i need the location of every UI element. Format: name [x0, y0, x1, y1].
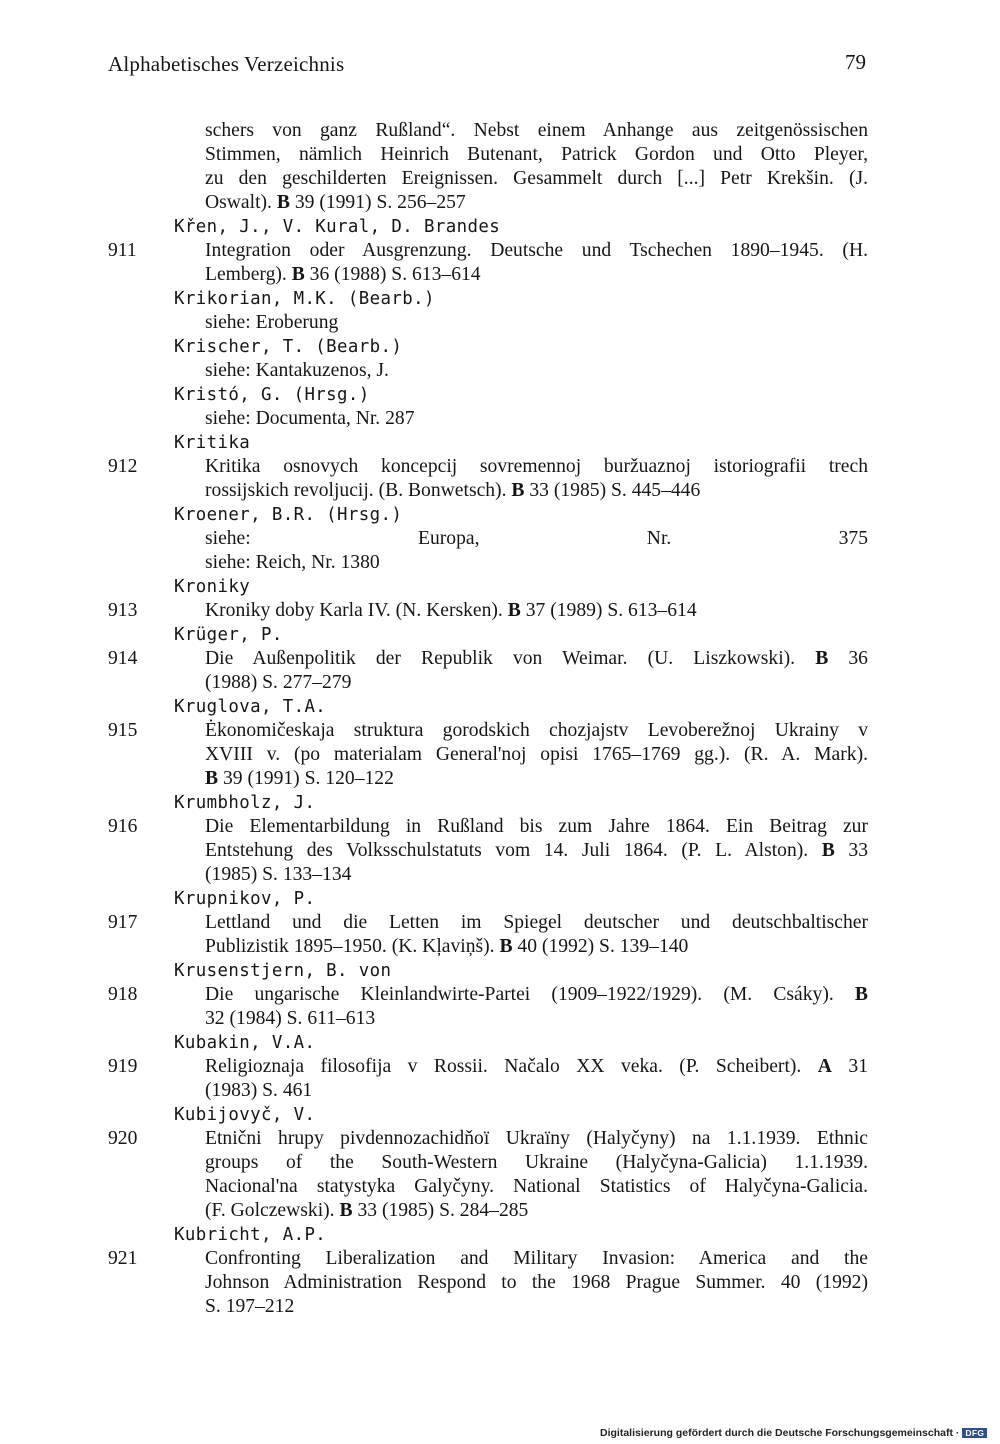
entry-number: 918 [108, 984, 138, 1005]
entry-text: XVIII v. (po materialam General'noj opisi 1765–1769 gg.). (R. A. Mark). [205, 744, 868, 765]
entry-line [108, 839, 868, 863]
entry-text: (1983) S. 461 [205, 1080, 313, 1101]
author-heading: Krusenstjern, B. von [174, 961, 392, 981]
author-heading: Kroniky [174, 577, 251, 597]
continuation-line: Oswalt). B 39 (1991) S. 256–257 [205, 192, 466, 213]
continuation-line: siehe: Documenta, Nr. 287 [205, 408, 415, 429]
entry-text: Lettland und die Letten im Spiegel deutscher und deutschbaltischer [205, 912, 868, 933]
entry-line [108, 1175, 868, 1199]
entry-line [108, 1079, 868, 1103]
author-heading: Kubakin, V.A. [174, 1033, 316, 1053]
entry-line [108, 1055, 868, 1079]
entry-line [108, 479, 868, 503]
entry-line [108, 1127, 868, 1151]
entry-line [108, 815, 868, 839]
entry-number: 913 [108, 600, 138, 621]
entry-text: (F. Golczewski). B 33 (1985) S. 284–285 [205, 1200, 529, 1221]
entry-number: 915 [108, 720, 138, 741]
entry-text: Nacional'na statystyka Galyčyny. National Statistics of Halyčyna-Galicia. [205, 1176, 868, 1197]
footer [600, 1427, 987, 1439]
entry-line [108, 719, 868, 743]
entry-line [108, 1007, 868, 1031]
author-heading: Křen, J., V. Kural, D. Brandes [174, 217, 501, 237]
entry-line [108, 647, 868, 671]
entry-line [108, 239, 868, 263]
entry-text: 32 (1984) S. 611–613 [205, 1008, 376, 1029]
author-heading: Kritika [174, 433, 251, 453]
author-heading: Krikorian, M.K. (Bearb.) [174, 289, 435, 309]
entry-text: Entstehung des Volksschulstatuts vom 14. Juli 1864. (P. L. Alston). B 33 [205, 840, 868, 861]
entry-text: Ėkonomičeskaja struktura gorodskich chozjajstv Levoberežnoj Ukrainy v [205, 720, 868, 741]
continuation-line: siehe: Eroberung [205, 312, 339, 333]
entry-line [108, 599, 868, 623]
continuation-line: schers von ganz Rußland“. Nebst einem Anhange aus zeitgenössischen [205, 120, 868, 141]
entry-text: Kritika osnovych koncepcij sovremennoj buržuaznoj istoriografii trech [205, 456, 868, 477]
entry-text: rossijskich revoljucij. (B. Bonwetsch). B 33 (1985) S. 445–446 [205, 480, 701, 501]
author-heading: Krupnikov, P. [174, 889, 316, 909]
author-heading: Krumbholz, J. [174, 793, 316, 813]
entry-text: Die Außenpolitik der Republik von Weimar. (U. Liszkowski). B 36 [205, 648, 868, 669]
entry-text: Lemberg). B 36 (1988) S. 613–614 [205, 264, 481, 285]
entry-number: 921 [108, 1248, 138, 1269]
entry-line [108, 263, 868, 287]
continuation-line: siehe: Reich, Nr. 1380 [205, 552, 380, 573]
entry-number: 911 [108, 240, 137, 261]
dfg-logo: DFG [962, 1428, 987, 1438]
author-heading: Kristó, G. (Hrsg.) [174, 385, 370, 405]
entry-text: (1985) S. 133–134 [205, 864, 352, 885]
continuation-line: zu den geschilderten Ereignissen. Gesammelt durch [...] Petr Krekšin. (J. [205, 168, 868, 189]
author-heading: Krüger, P. [174, 625, 283, 645]
entry-text: B 39 (1991) S. 120–122 [205, 768, 394, 789]
entry-text: Publizistik 1895–1950. (K. Kļaviņš). B 40 (1992) S. 139–140 [205, 936, 689, 957]
entry-line [108, 911, 868, 935]
entry-text: Johnson Administration Respond to the 1968 Prague Summer. 40 (1992) [205, 1272, 868, 1293]
footer-text: Digitalisierung gefördert durch die Deutsche Forschungsgemeinschaft · [600, 1427, 960, 1439]
entry-number: 919 [108, 1056, 138, 1077]
entry-text: Etnični hrupy pivdennozachidňoï Ukraïny (Halyčyny) na 1.1.1939. Ethnic [205, 1128, 868, 1149]
continuation-line: siehe: Kantakuzenos, J. [205, 360, 389, 381]
page-number: 79 [845, 50, 866, 74]
entry-line [108, 455, 868, 479]
entry-number: 912 [108, 456, 138, 477]
entry-line [108, 1247, 868, 1271]
entry-text: Integration oder Ausgrenzung. Deutsche und Tschechen 1890–1945. (H. [205, 240, 868, 261]
entry-text: Religioznaja filosofija v Rossii. Načalo XX veka. (P. Scheibert). A 31 [205, 1056, 868, 1077]
author-heading: Kubricht, A.P. [174, 1225, 327, 1245]
index-content [108, 119, 868, 1319]
entry-line [108, 1199, 868, 1223]
entry-text: Kroniky doby Karla IV. (N. Kersken). B 37 (1989) S. 613–614 [205, 600, 697, 621]
entry-line [108, 767, 868, 791]
page-header [108, 52, 866, 82]
entry-text: Confronting Liberalization and Military Invasion: America and the [205, 1248, 868, 1269]
entry-line [108, 863, 868, 887]
entry-line [108, 983, 868, 1007]
author-heading: Kruglova, T.A. [174, 697, 327, 717]
author-heading: Kroener, B.R. (Hrsg.) [174, 505, 403, 525]
entry-line [108, 1295, 868, 1319]
entry-line [108, 743, 868, 767]
entry-number: 916 [108, 816, 138, 837]
entry-line [108, 671, 868, 695]
continuation-line: siehe: Europa, Nr. 375 [205, 528, 868, 549]
running-title: Alphabetisches Verzeichnis [108, 52, 345, 76]
entry-number: 920 [108, 1128, 138, 1149]
author-heading: Kubijovyč, V. [174, 1105, 316, 1125]
entry-line [108, 1151, 868, 1175]
entry-line [108, 935, 868, 959]
entry-text: groups of the South-Western Ukraine (Halyčyna-Galicia) 1.1.1939. [205, 1152, 868, 1173]
entry-text: S. 197–212 [205, 1296, 295, 1317]
entry-line [108, 1271, 868, 1295]
entry-text: Die ungarische Kleinlandwirte-Partei (1909–1922/1929). (M. Csáky). B [205, 984, 868, 1005]
entry-text: Die Elementarbildung in Rußland bis zum Jahre 1864. Ein Beitrag zur [205, 816, 868, 837]
entry-number: 917 [108, 912, 138, 933]
entry-text: (1988) S. 277–279 [205, 672, 352, 693]
author-heading: Krischer, T. (Bearb.) [174, 337, 403, 357]
entry-number: 914 [108, 648, 138, 669]
continuation-line: Stimmen, nämlich Heinrich Butenant, Patrick Gordon und Otto Pleyer, [205, 144, 868, 165]
